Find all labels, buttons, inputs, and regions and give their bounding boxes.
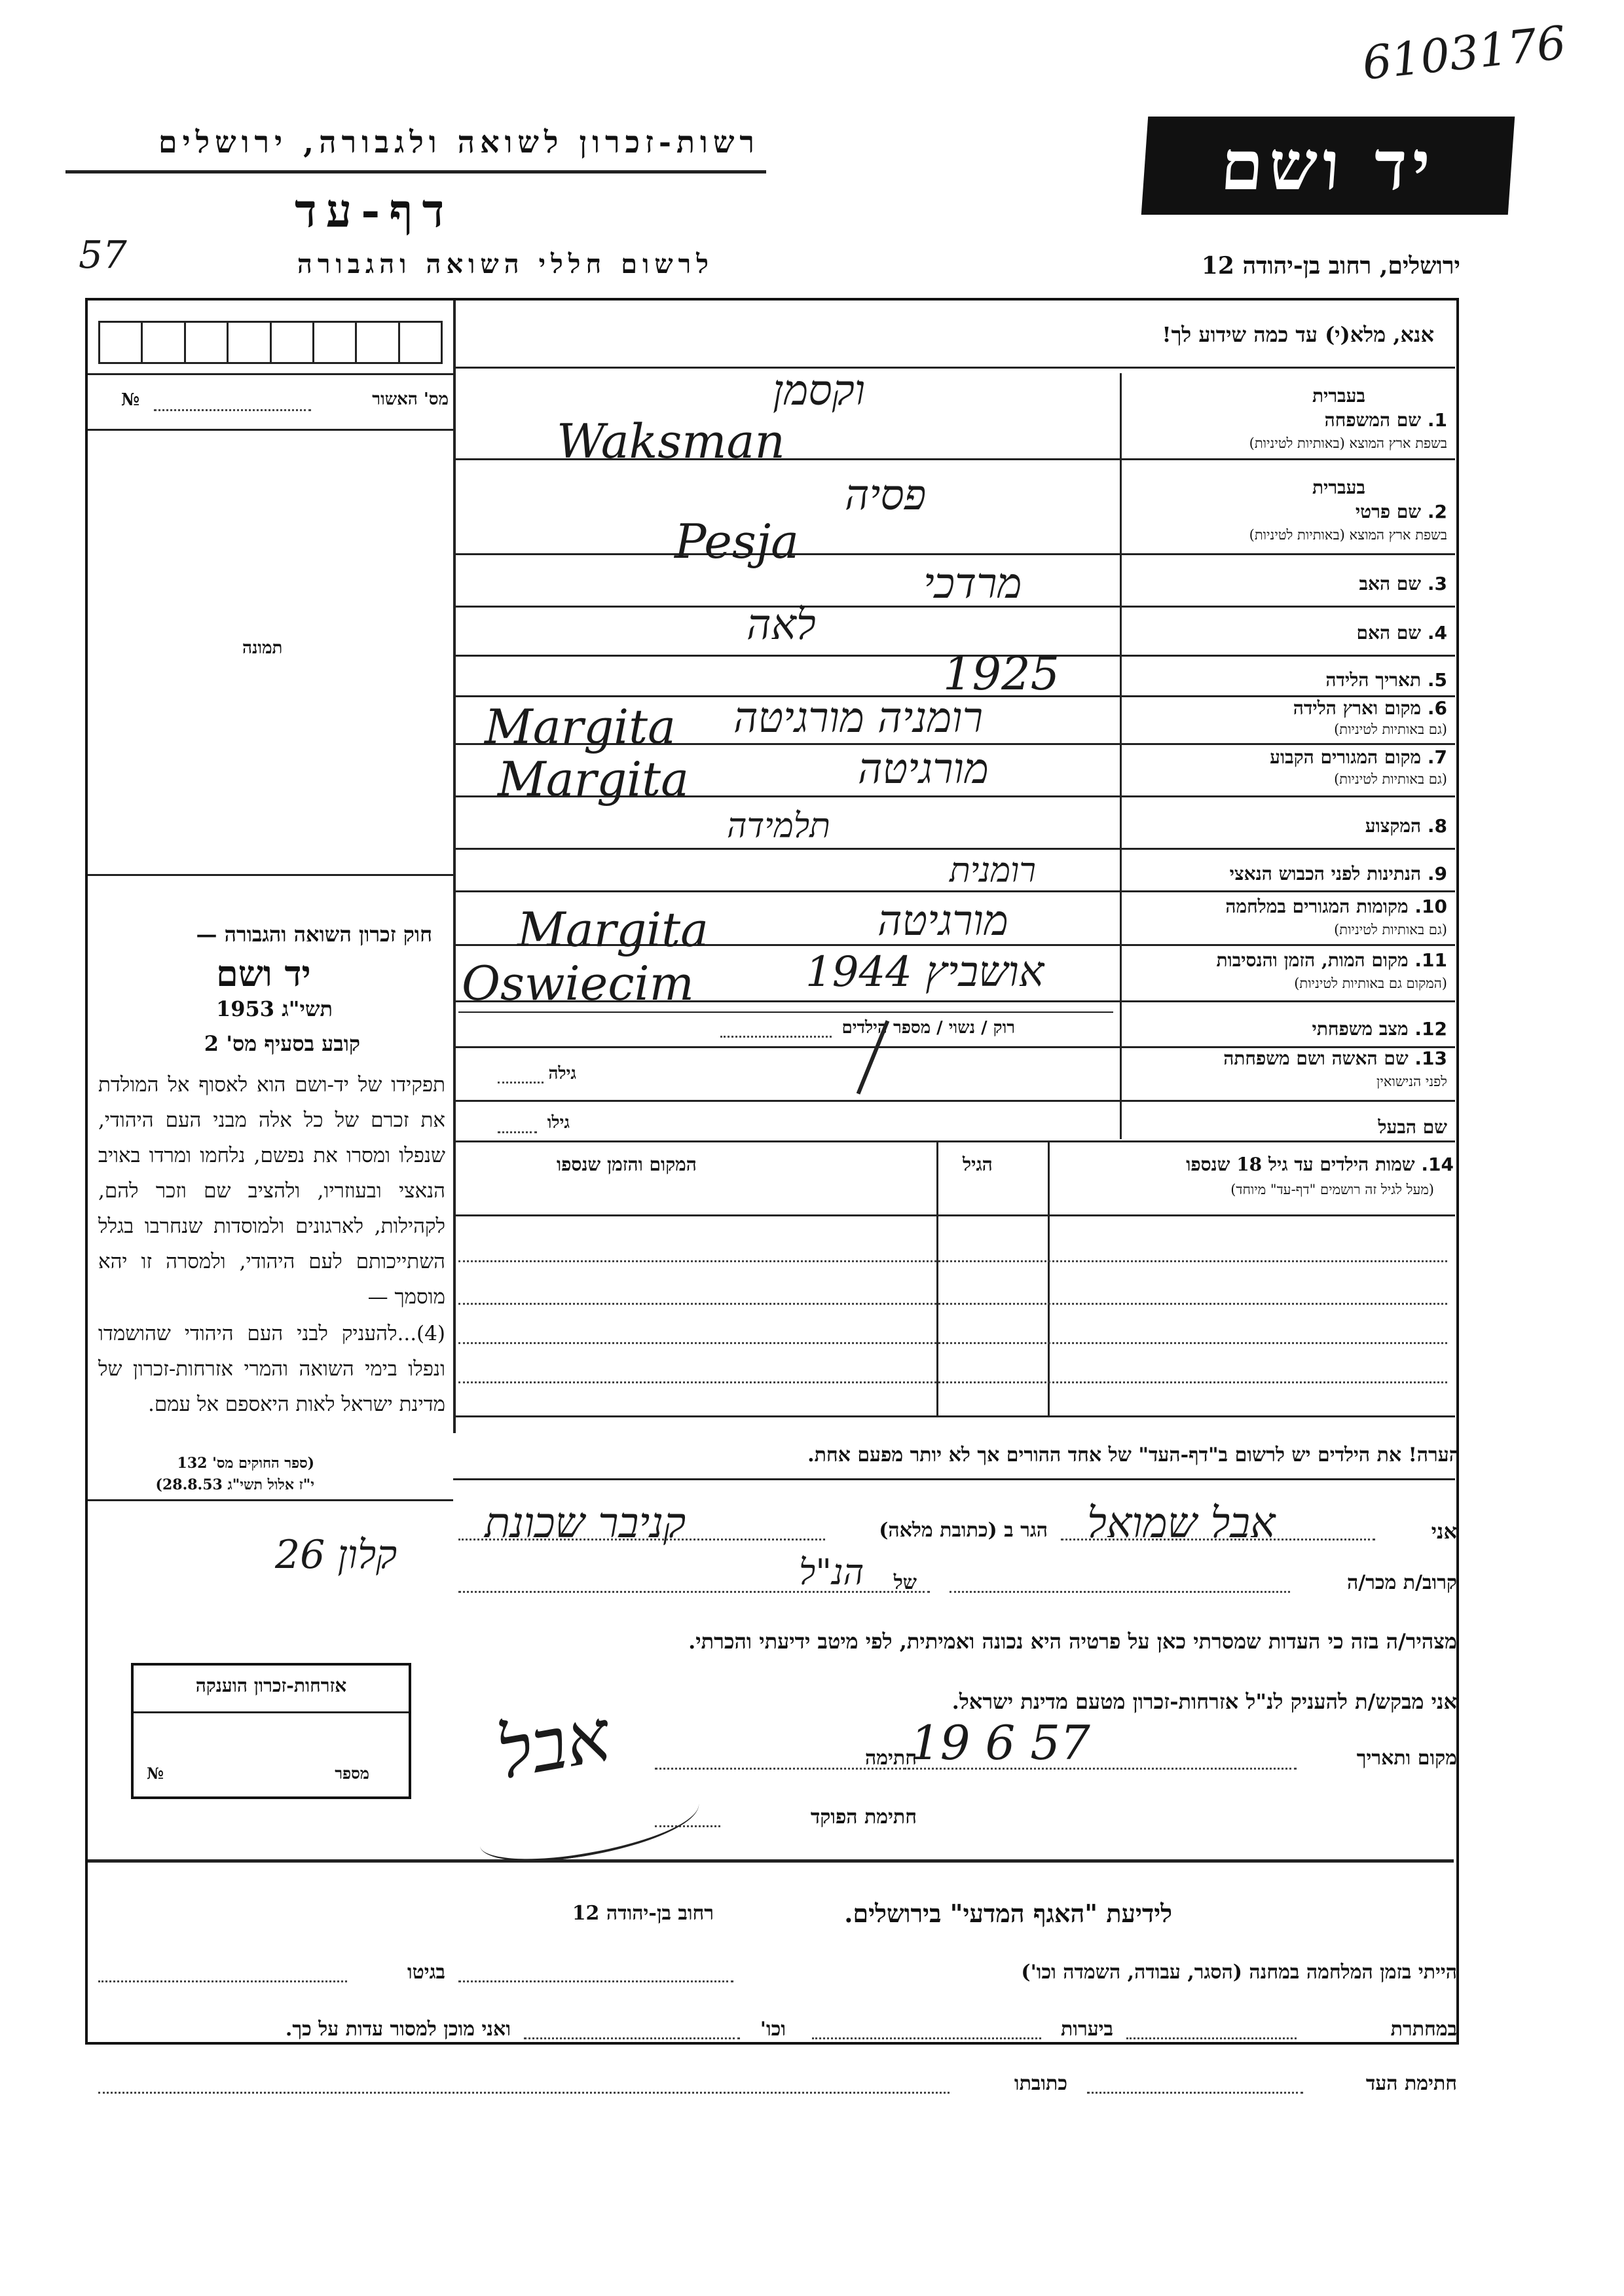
law-year <box>216 996 333 1021</box>
nationality: רומנית <box>950 851 1036 890</box>
research-top-rule <box>88 1859 1454 1863</box>
law-body: תפקידו של יד-ושם הוא לאסוף אל המולדת את זכרם של כל אלה מבני העם היהודי, שנפלו ומסרו את נפשם, נלחמו ומרדו באויב הנאצי ובעוזריו, ולהציב שם וזכר להם, לקהילות, לארגונים ולמוסדות שנחרבו בגלל השתייכותם לעם היהודי, ולמסרה זו יהא מוסמך — <box>98 1073 445 1309</box>
declaration-date: 19 6 57 <box>910 1715 1090 1770</box>
children-header-rule <box>453 1214 1455 1216</box>
declarant-address-extra: קלון 26 <box>275 1532 397 1578</box>
wartime-residence-latin: Margita <box>517 902 709 957</box>
field-9-number: 9. <box>1427 863 1447 884</box>
field-4-label <box>1357 622 1447 644</box>
form-subtitle: לרשום חללי השואה והגבורה <box>297 249 714 280</box>
law-year-number: 1953 <box>216 996 275 1021</box>
wartime-residence-hebrew: מורגיטה <box>877 897 1008 945</box>
field-13-number: 13. <box>1414 1048 1447 1069</box>
field-6-sublabel: (גם באותיות לטיניות) <box>1334 721 1447 737</box>
law-year-hebrew: תשי"ג <box>282 996 333 1021</box>
citizenship-box-title: אזרחות-זכרון הוענקה <box>195 1675 347 1696</box>
place-date-field[interactable] <box>904 1768 1297 1770</box>
declarant-address: קניבר שכונת <box>485 1499 686 1548</box>
field-2-label <box>1356 501 1447 523</box>
field-7-number: 7. <box>1427 746 1447 768</box>
address: ירושלים, רחוב בן-יהודה 12 <box>1201 252 1460 280</box>
father-name: מרדכי <box>923 560 1022 608</box>
approval-number-label: מס' האשור <box>372 390 449 409</box>
declaration-text: מצהיר/ה בזה כי העדות שמסרתי כאן על פרטיה היא נכונה ואמיתית, לפי מיטב ידיעתי והכרתי. <box>688 1629 1457 1654</box>
header-rule <box>65 170 766 173</box>
declarant-i-label: אני <box>1431 1519 1457 1544</box>
underground-field[interactable] <box>1126 2037 1297 2039</box>
row-9-rule <box>453 890 1455 892</box>
field-11-sublabel: (המקום גם באותיות לטיניות) <box>1294 975 1447 991</box>
death-place-hebrew: אושביץ 1944 <box>805 948 1044 996</box>
forests-field[interactable] <box>812 2037 1041 2039</box>
children-row-3[interactable] <box>458 1342 1447 1344</box>
approval-number-symbol: № <box>121 390 140 410</box>
law-reference-1: (ספר החוקים מס' 132 <box>177 1455 314 1472</box>
approval-number-field[interactable] <box>154 409 311 411</box>
citizenship-request: אני מבקש/ת להעניק לנ"ל אזרחות-זכרון מטעם מדינת ישראל. <box>951 1689 1457 1714</box>
field-4-text: שם האם <box>1356 622 1422 644</box>
testimony-offer: ואני מוכן למסור עדות על כך. <box>285 2018 511 2041</box>
children-row-2[interactable] <box>458 1303 1447 1305</box>
label-column-divider <box>1120 373 1122 1139</box>
field-4-number: 4. <box>1427 622 1447 644</box>
birth-place-latin: Margita <box>485 699 676 754</box>
etc-label: וכו' <box>760 2018 786 2041</box>
left-column-divider <box>453 301 456 1433</box>
field-10-label <box>1225 896 1447 918</box>
given-name-latin: Pesja <box>674 514 800 569</box>
law-reference-2: י"ז אלול תשי"ג 28.8.53) <box>155 1476 314 1493</box>
authority-title: רשות-זכרון לשואה ולגבורה, ירושלים <box>158 124 760 160</box>
photo-label: תמונה <box>242 638 283 658</box>
photo-rule <box>88 874 453 876</box>
left-column-bottom <box>88 1499 453 1501</box>
field-2-text: שם פרטי <box>1355 501 1422 522</box>
witness-address-label: כתובתו <box>1014 2072 1067 2095</box>
wife-age-label: גילה <box>548 1064 576 1084</box>
children-place-header: המקום והזמן שנספו <box>557 1154 697 1175</box>
residing-label: הגר ב (כתובת מלאה) <box>879 1519 1048 1542</box>
children-sublabel: (מעל לגיל זה רושמים "דף-עד" מיוחד) <box>1230 1182 1434 1197</box>
logo-text: יד ושם <box>1218 125 1438 206</box>
field-1-label <box>1325 409 1447 431</box>
death-place-latin: Oswiecim <box>462 956 694 1011</box>
birth-place-hebrew: רומניה מורגיטה <box>733 694 983 742</box>
children-col-divider-1 <box>936 1140 938 1415</box>
field-10-number: 10. <box>1414 896 1447 917</box>
law-name: יד ושם <box>216 953 311 994</box>
official-signature-label: חתימת הפוקד <box>810 1806 917 1829</box>
field-10-sublabel: (גם באותיות לטיניות) <box>1334 922 1447 938</box>
law-title: חוק זכרון השואה והגבורה — <box>196 922 432 947</box>
field-9-label <box>1230 863 1447 885</box>
witness-address-field[interactable] <box>98 2092 950 2094</box>
field-5-number: 5. <box>1427 669 1447 691</box>
field-11-label <box>1216 949 1447 972</box>
approval-rule <box>88 429 453 431</box>
field-2-hebrew-tag: בעברית <box>1312 477 1365 498</box>
field-1-hebrew-tag: בעברית <box>1312 385 1365 407</box>
field-12-label <box>1312 1018 1447 1040</box>
field-3-text: שם האב <box>1359 573 1422 594</box>
field-1-sublabel: בשפת ארץ המוצא (באותיות לטיניות) <box>1249 435 1447 451</box>
field-13-text: שם האשה ושם משפחתה <box>1223 1048 1409 1069</box>
field-5-label <box>1325 669 1447 691</box>
declarant-name: אבל שמואל <box>1087 1499 1276 1548</box>
residence-hebrew: מורגיטה <box>858 745 989 793</box>
children-age-header: הגיל <box>963 1154 993 1175</box>
row-husband-rule <box>453 1140 1455 1142</box>
field-6-text: מקום וארץ הלידה <box>1293 697 1422 719</box>
note-rule <box>453 1478 1455 1480</box>
field-13-label <box>1223 1048 1447 1070</box>
citizenship-box <box>131 1663 411 1799</box>
field-8-label <box>1365 815 1447 837</box>
field-3-number: 3. <box>1427 573 1447 594</box>
instructions-rule <box>453 367 1455 369</box>
field-1-text: שם המשפחה <box>1324 409 1422 431</box>
field-2-number: 2. <box>1427 501 1447 522</box>
field-10-text: מקומות המגורים במלחמה <box>1225 896 1409 917</box>
field-2-sublabel: בשפת ארץ המוצא (באותיות לטיניות) <box>1249 527 1447 543</box>
children-label <box>1186 1154 1454 1176</box>
residence-latin: Margita <box>498 752 690 807</box>
signature-label: חתימה <box>865 1747 917 1770</box>
marital-options: רוק / נשוי / מספר הילדים <box>841 1018 1015 1038</box>
field-3-label <box>1359 573 1448 595</box>
field-8-number: 8. <box>1427 815 1447 837</box>
law-body-clause4: (4)...להעניק לבני העם היהודי שהושמדו ונפלו בימי השואה והמרי אזרחות-זכרון של מדינת ישראל לאות היאספם אל עמם. <box>98 1322 445 1416</box>
field-9-text: הנתינות לפני הכבוש הנאצי <box>1229 863 1422 884</box>
yad-vashem-logo <box>1141 117 1515 215</box>
field-12-text: מצב משפחתי <box>1312 1018 1409 1040</box>
surname-latin: Waksman <box>557 414 785 469</box>
children-row-4[interactable] <box>458 1381 1447 1383</box>
field-13-sublabel: לפני הנישואין <box>1376 1074 1447 1089</box>
row-13-rule <box>453 1100 1455 1102</box>
underground-label: במחתרת <box>1390 2018 1457 2041</box>
field-1-number: 1. <box>1427 409 1447 431</box>
given-name-hebrew: פסיה <box>845 471 927 520</box>
ghetto-field[interactable] <box>98 1980 347 1982</box>
field-12-number: 12. <box>1414 1018 1447 1040</box>
field-7-text: מקום המגורים הקבוע <box>1270 746 1422 768</box>
ghetto-label: בגיטו <box>407 1961 445 1984</box>
code-box-rule <box>88 373 453 375</box>
field-6-label <box>1293 697 1447 720</box>
husband-age-label: גילו <box>547 1113 570 1133</box>
of-label: של <box>893 1571 917 1594</box>
children-col-divider-2 <box>1048 1140 1050 1415</box>
row-2-rule <box>453 553 1455 555</box>
field-7-label <box>1270 746 1447 769</box>
form-title: דף-עד <box>295 183 454 238</box>
husband-label: שם הבעל <box>1378 1116 1447 1138</box>
children-number: 14. <box>1421 1154 1454 1175</box>
signature-field[interactable] <box>655 1768 910 1770</box>
field-6-number: 6. <box>1427 697 1447 719</box>
declarant-signature: אבל <box>491 1693 616 1795</box>
relative-field[interactable] <box>950 1591 1290 1593</box>
husband-age-field[interactable] <box>498 1131 537 1133</box>
children-note: הערה! את הילדים יש לרשום ב"דף-העד" של אחד ההורים אך לא יותר מפעם אחת. <box>807 1444 1460 1467</box>
children-row-1[interactable] <box>458 1260 1447 1262</box>
margin-number: 57 <box>79 232 127 277</box>
children-text: שמות הילדים עד גיל 18 שנספו <box>1186 1154 1415 1175</box>
camp-field[interactable] <box>458 1980 733 1982</box>
witness-signature-label: חתימת העד <box>1365 2072 1457 2095</box>
declarant-address-field[interactable] <box>458 1539 825 1540</box>
relation-value: הנ"ל <box>799 1552 864 1593</box>
wife-age-field[interactable] <box>498 1082 544 1084</box>
field-11-number: 11. <box>1414 949 1447 971</box>
surname-hebrew: וקסמן <box>773 367 866 415</box>
citizenship-number-label: מספר <box>335 1764 369 1783</box>
instructions: אנא, מלא(י) עד כמה שידוע לך! <box>1162 322 1434 347</box>
relative-label: קרוב/ת מכר/ה <box>1346 1571 1457 1594</box>
field-8-text: המקצוע <box>1365 815 1422 837</box>
field-7-sublabel: (גם באותיות לטיניות) <box>1334 771 1447 787</box>
law-clause: קובע בסעיף מס' 2 <box>204 1031 360 1056</box>
citizenship-number-symbol: № <box>147 1764 164 1783</box>
witness-signature-field[interactable] <box>1087 2092 1303 2094</box>
citizenship-box-rule <box>134 1711 409 1713</box>
forests-label: ביערות <box>1060 2018 1113 2041</box>
declarant-name-field[interactable] <box>1061 1539 1375 1540</box>
birth-date: 1925 <box>943 647 1060 701</box>
row-8-rule <box>453 848 1455 850</box>
place-date-label: מקום ותאריך <box>1356 1747 1457 1770</box>
children-count-field[interactable] <box>720 1036 832 1038</box>
etc-field[interactable] <box>524 2037 740 2039</box>
research-address: רחוב בן-יהודה 12 <box>572 1902 714 1925</box>
archive-number: 6103176 <box>1359 15 1569 91</box>
code-boxes <box>98 321 443 364</box>
profession: תלמידה <box>727 807 830 846</box>
children-bottom-rule <box>453 1415 1455 1417</box>
field-5-text: תאריך הלידה <box>1325 669 1422 691</box>
research-title: לידיעת "האגף המדעי" בירושלים. <box>844 1899 1172 1928</box>
mother-name: לאה <box>747 601 816 649</box>
relation-field[interactable] <box>458 1591 930 1593</box>
field-11-text: מקום המות, הזמן והנסיבות <box>1216 949 1409 971</box>
death-place-underline <box>458 1011 1113 1013</box>
research-camp-line: הייתי בזמן המלחמה במחנה (הסגר, עבודה, השמדה וכו') <box>1021 1961 1457 1984</box>
